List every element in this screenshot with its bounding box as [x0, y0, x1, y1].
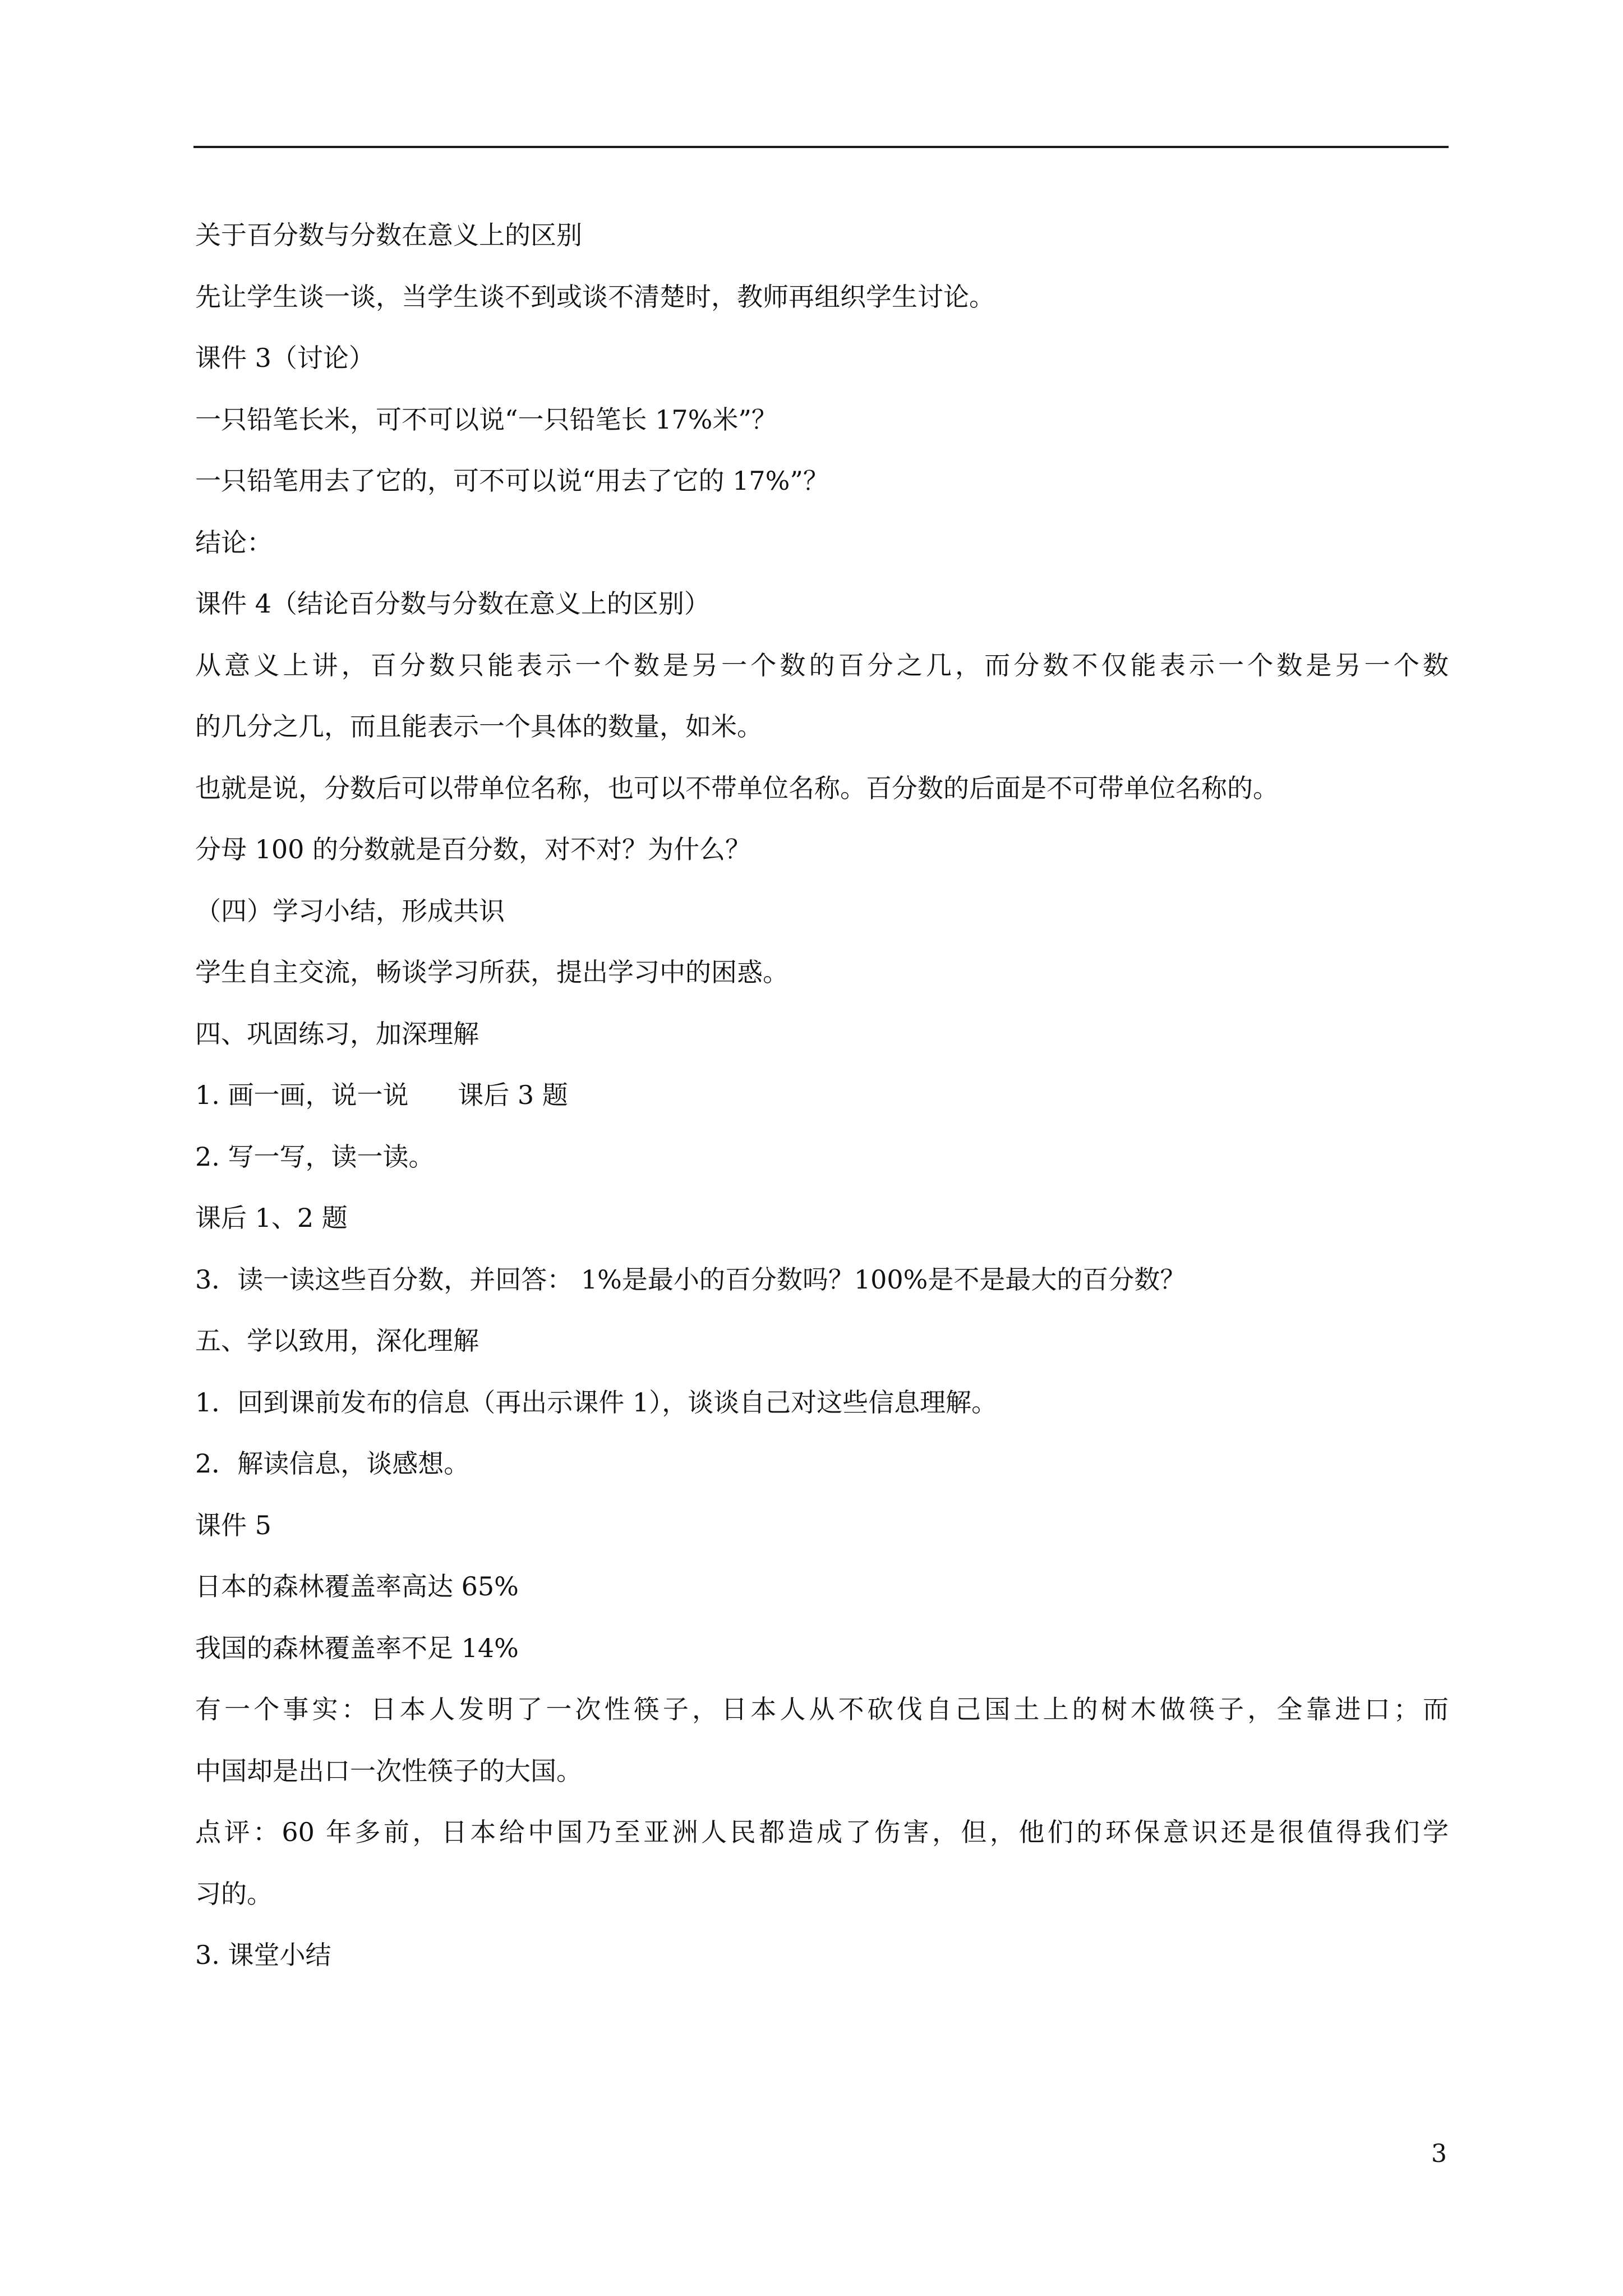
text-line: 1. 画一画，说一说 课后 3 题	[195, 1080, 568, 1110]
text-line: 课件 3（讨论）	[195, 343, 375, 373]
section-heading: 五、学以致用，深化理解	[195, 1326, 479, 1356]
text-line: 3. 课堂小结	[195, 1940, 331, 1970]
text-line: 关于百分数与分数在意义上的区别	[195, 220, 582, 250]
text-line: 从意义上讲，百分数只能表示一个数是另一个数的百分之几，而分数不仅能表示一个数是另一个数	[195, 650, 1449, 680]
text-line: 一只铅笔长米，可不可以说“一只铅笔长 17%米”？	[195, 404, 777, 435]
text-line: 3．读一读这些百分数，并回答： 1%是最小的百分数吗？100%是不是最大的百分数？	[195, 1264, 1186, 1295]
text-line: 也就是说，分数后可以带单位名称，也可以不带单位名称。百分数的后面是不可带单位名称的。	[195, 772, 1279, 803]
section-heading: （四）学习小结，形成共识	[195, 895, 505, 926]
text-line: 2. 写一写，读一读。	[195, 1141, 435, 1172]
text-line: 分母 100 的分数就是百分数，对不对？为什么？	[195, 834, 751, 864]
document-body	[195, 205, 1449, 1986]
text-line: 日本的森林覆盖率高达 65%	[195, 1571, 519, 1602]
text-line: 一只铅笔用去了它的，可不可以说“用去了它的 17%”？	[195, 466, 829, 496]
text-line: 先让学生谈一谈，当学生谈不到或谈不清楚时，教师再组织学生讨论。	[195, 281, 995, 312]
text-line: 1．回到课前发布的信息（再出示课件 1），谈谈自己对这些信息理解。	[195, 1387, 998, 1418]
text-line: 课后 1、2 题	[195, 1203, 348, 1233]
text-line: 课件 5	[195, 1510, 271, 1540]
text-line: 结论：	[195, 527, 273, 558]
text-line: 我国的森林覆盖率不足 14%	[195, 1632, 519, 1663]
text-line: 学生自主交流，畅谈学习所获，提出学习中的困惑。	[195, 957, 789, 987]
text-line: 点评：60 年多前，日本给中国乃至亚洲人民都造成了伤害，但，他们的环保意识还是很值得我们学	[195, 1817, 1449, 1847]
text-line: 课件 4（结论百分数与分数在意义上的区别）	[195, 588, 710, 619]
text-line: 有一个事实：日本人发明了一次性筷子，日本人从不砍伐自己国土上的树木做筷子，全靠进口；而	[195, 1694, 1449, 1724]
text-line: 中国却是出口一次性筷子的大国。	[195, 1755, 582, 1786]
text-line: 2．解读信息，谈感想。	[195, 1448, 470, 1479]
section-heading: 四、巩固练习，加深理解	[195, 1018, 479, 1049]
text-line: 习的。	[195, 1878, 273, 1909]
page-number: 3	[1431, 2139, 1447, 2168]
text-line: 的几分之几，而且能表示一个具体的数量，如米。	[195, 711, 763, 742]
header-rule	[193, 146, 1449, 148]
